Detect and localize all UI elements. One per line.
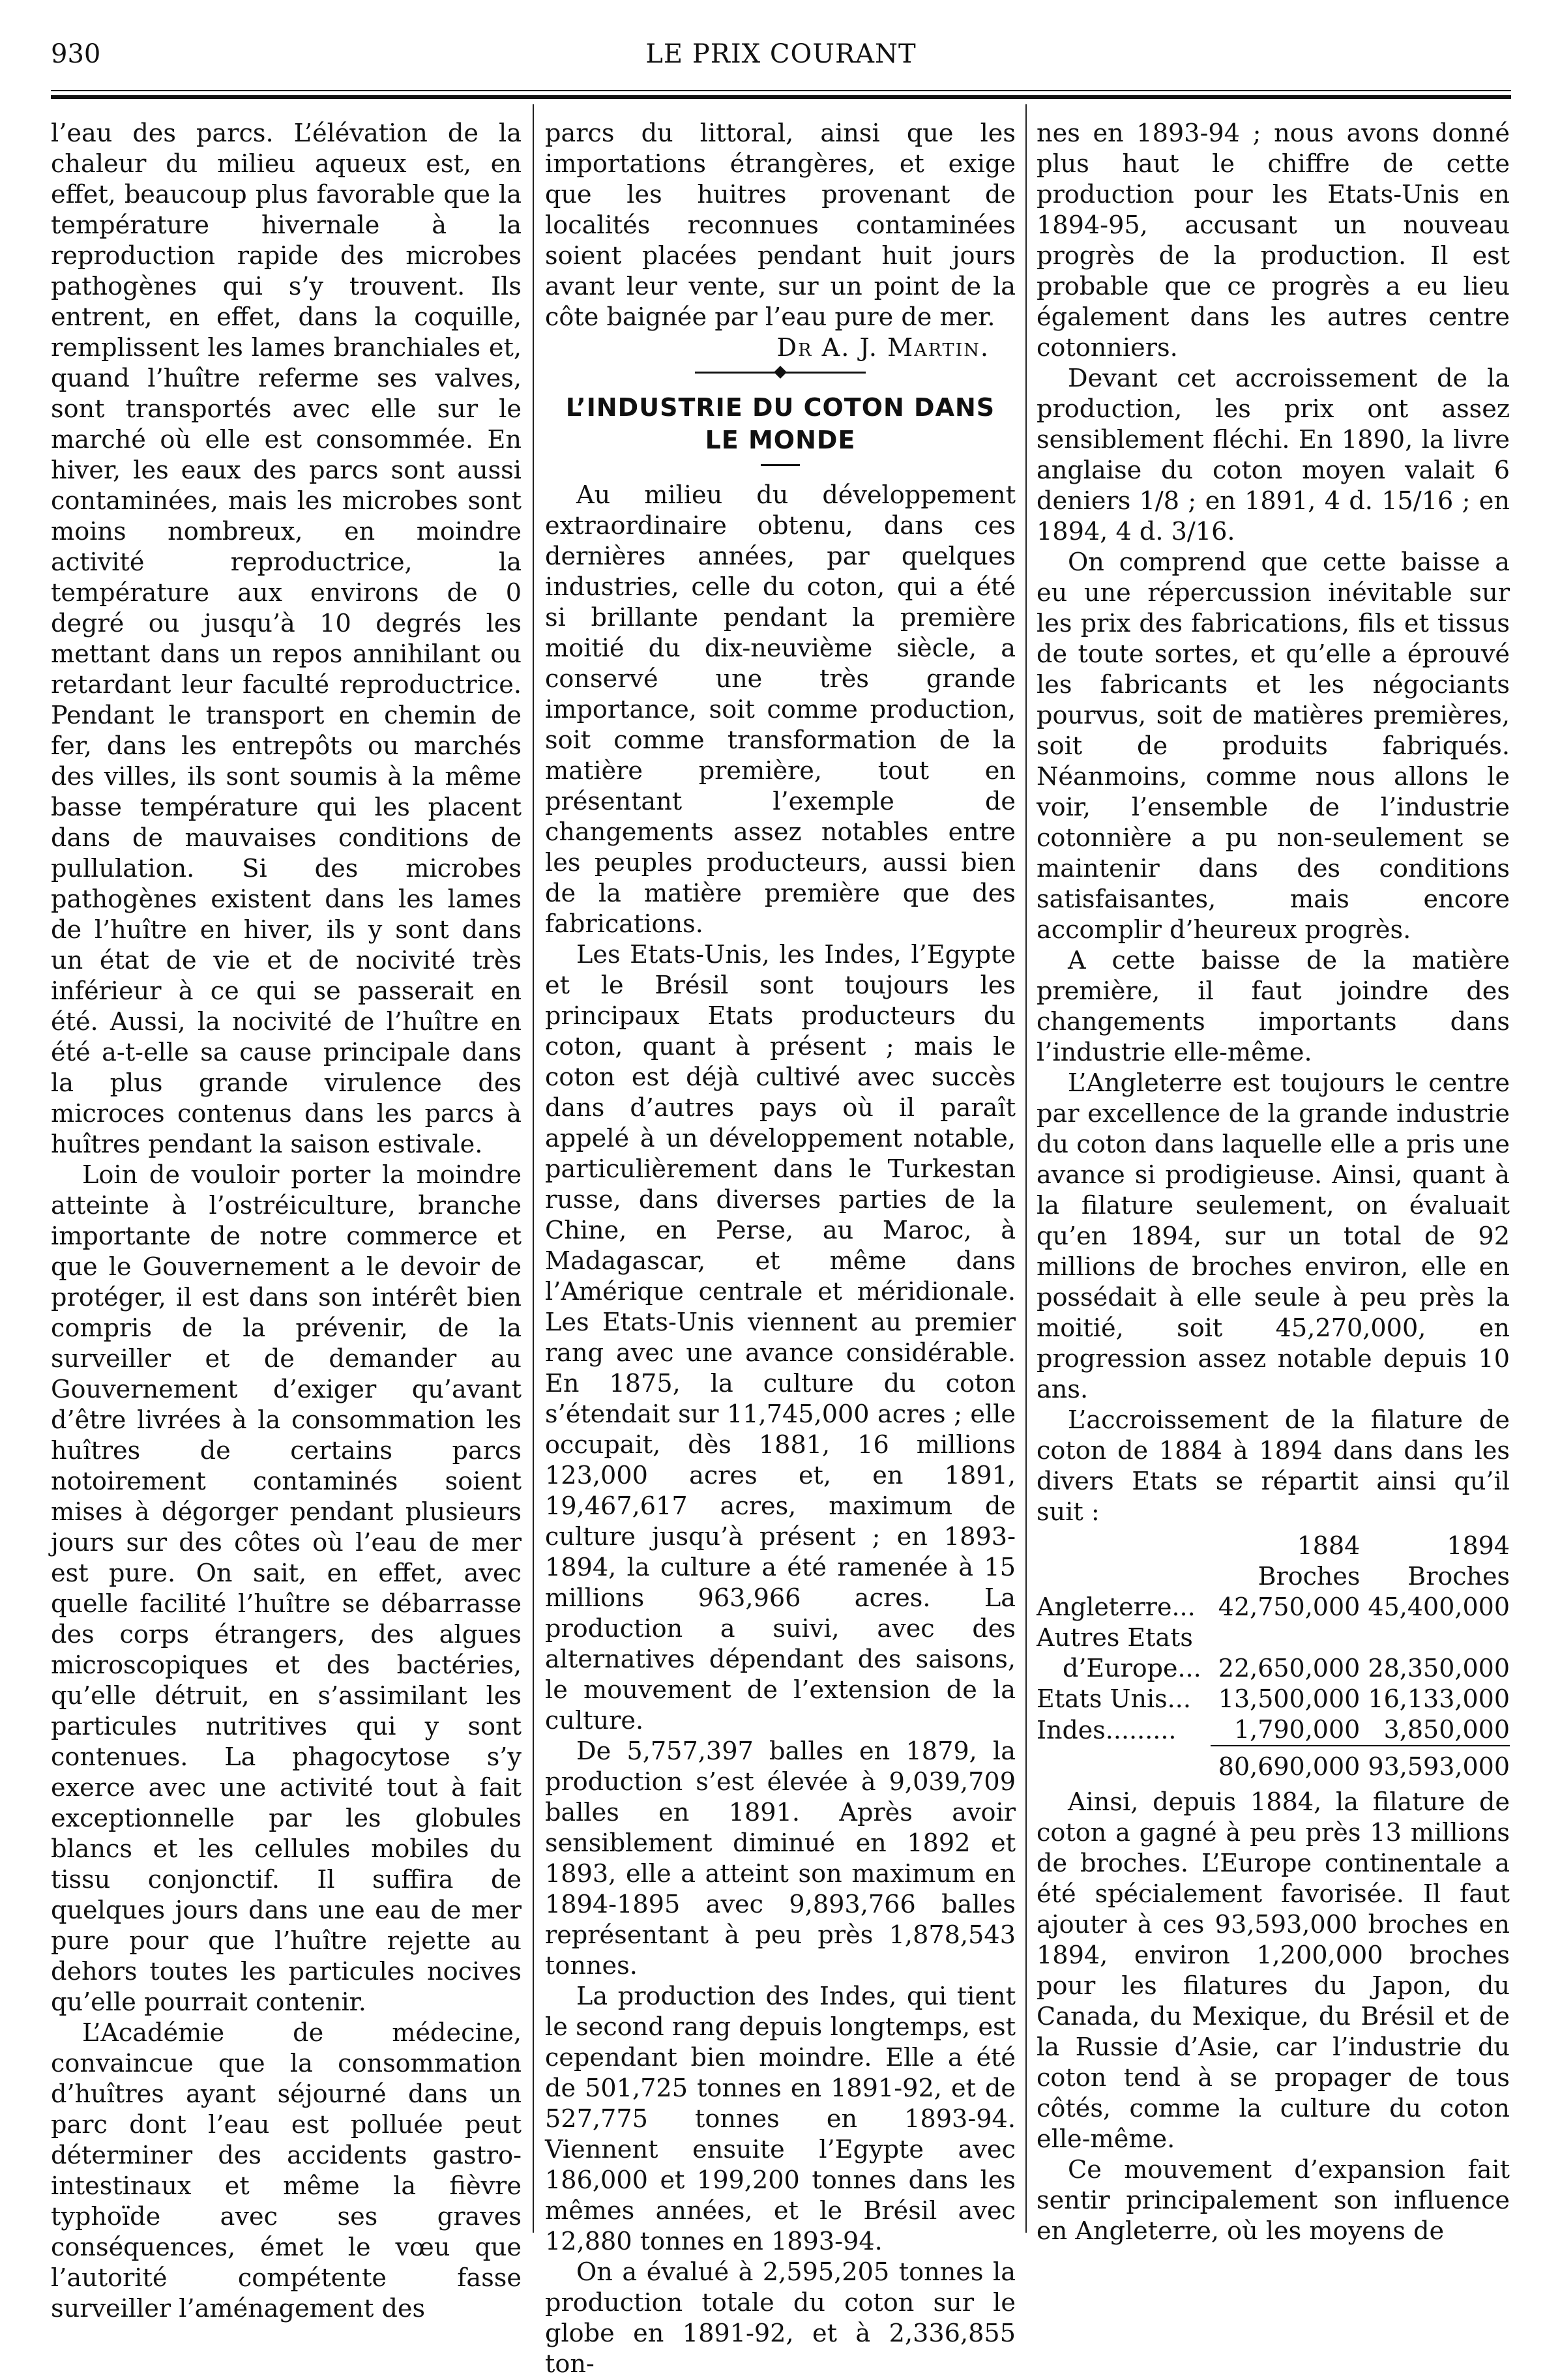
column-3 [1037,119,1510,2247]
paragraph: Les Etats-Unis, les Indes, l’Egypte et le Brésil sont toujours les principaux Etats producteurs du coton, quant à présent ; mais le coton est déjà cultivé avec succès dans d’autres pays où il paraît appelé à un développement notable, particulièrement dans le Turkestan russe, dans diverses parties de la Chine, en Perse, au Maroc, à Madagascar, et même dans l’Amérique centrale et méridionale. Les Etats-Unis viennent au premier rang avec une avance considérable. En 1875, la culture du coton s’étendait sur 11,745,000 acres ; elle occupait, dès 1881, 16 millions 123,000 acres et, en 1891, 19,467,617 acres, maximum de culture jusqu’à présent ; en 1893-1894, la culture a été ramenée à 15 millions 963,966 acres. La production a suivi, avec des alternatives dépendant des saisons, le mouvement de l’extension de la culture. [545,941,1016,1735]
table-row [1037,1592,1510,1623]
column-header-unit: Broches [1258,1562,1361,1591]
paragraph: Loin de vouloir porter la moindre atteinte à l’ostréiculture, branche importante de notre commerce et que le Gouvernement a le devoir de protéger, il est dans son intérêt bien compris de la prévenir, de la surveiller et de demander au Gouvernement d’exiger qu’avant d’être livrées à la consommation les huîtres de certains parcs notoirement contaminés soient mises à dégorger pendant plusieurs jours sur des côtes où l’eau de mer est pure. On sait, en effet, avec quelle facilité l’huître se débarrasse des corps étrangers, des algues microscopiques et des bactéries, qu’elle détruit, en s’assimilant les particules nutritives qui y sont contenues. La phagocytose s’y exerce avec une activité tout à fait exceptionnelle par les globules blancs et les cellules mobiles du tissu conjonctif. Il suffira de quelques jours dans une eau de mer pure pour que l’huître rejette au dehors toutes les particules nocives qu’elle pourrait contenir. [51,1161,522,2017]
paragraph: parcs du littoral, ainsi que les importations étrangères, et exige que les huitres provenant de localités reconnues contaminées soient placées pendant huit jours avant leur vente, sur un point de la côte baignée par l’eau pure de mer. [545,119,1016,332]
column-header-year: 1884 [1297,1531,1361,1560]
paragraph: L’Académie de médecine, convaincue que la consommation d’huîtres ayant séjourné dans un parc dont l’eau est polluée peut déterminer des accidents gastro-intestinaux et même la fièvre typhoïde avec ses graves conséquences, émet le vœu que l’autorité compétente fasse surveiller l’aménagement des [51,2019,522,2323]
total-cell: 80,690,000 [1211,1746,1361,1782]
column-1 [51,119,522,2325]
paragraph: On a évalué à 2,595,205 tonnes la production totale du coton sur le globe en 1891-92, et à 2,336,855 ton- [545,2258,1016,2379]
cell [1360,1623,1510,1653]
paragraph: De 5,757,397 balles en 1879, la production s’est élevée à 9,039,709 balles en 1891. Après avoir sensiblement diminué en 1892 et 1893, elle a atteint son maximum en 1894-1895 avec 9,893,766 balles représentant à peu près 1,878,543 tonnes. [545,1737,1016,1980]
cell: 28,350,000 [1368,1654,1510,1682]
article-title: L’INDUSTRIE DU COTON DANS LE MONDE [565,393,995,454]
title-rule [761,464,800,466]
paragraph: La production des Indes, qui tient le second rang depuis longtemps, est cependant bien moindre. Elle a été de 501,725 tonnes en 1891-92, et de 527,775 tonnes en 1893-94. Viennent ensuite l’Egypte avec 186,000 et 199,200 tonnes dans les mêmes années, et le Brésil avec 12,880 tonnes en 1893-94. [545,1982,1016,2256]
cell: 1,790,000 [1233,1715,1361,1744]
row-label: Angleterre... [1037,1593,1196,1621]
cell: 22,650,000 [1218,1654,1361,1682]
spindles-table [1037,1531,1510,1782]
author-signature: Dr A. J. Martin. [776,334,990,362]
section-divider [545,364,1016,381]
total-cell: 93,593,000 [1360,1746,1510,1782]
cell: 16,133,000 [1368,1684,1510,1713]
page-number: 930 [51,39,101,69]
row-label: Etats Unis... [1037,1684,1191,1713]
cell: 13,500,000 [1218,1684,1361,1713]
paragraph: Devant cet accroissement de la production, les prix ont assez sensiblement fléchi. En 1890, la livre anglaise du coton moyen valait 6 deniers 1/8 ; en 1891, 4 d. 15/16 ; en 1894, 4 d. 3/16. [1037,364,1510,546]
table-total-row [1037,1746,1510,1782]
table-header-row [1037,1561,1510,1592]
paragraph: Ainsi, depuis 1884, la filature de coton a gagné à peu près 13 millions de broches. L’Europe continentale a été spécialement favorisée. Il faut ajouter à ces 93,593,000 broches en 1894, environ 1,200,000 broches pour les filatures du Japon, du Canada, du Mexique, du Brésil et de la Russie d’Asie, car l’industrie du coton tend à se propager de tous côtés, comme la culture du coton elle-même. [1037,1788,1510,2154]
paragraph: A cette baisse de la matière première, il faut joindre des changements importants dans l’industrie elle-même. [1037,947,1510,1067]
divider-ornament [774,366,787,379]
cell [1211,1623,1361,1653]
row-label: Autres Etats [1037,1623,1193,1652]
cell: 45,400,000 [1368,1593,1510,1621]
column-divider-1 [533,104,534,2233]
table-row [1037,1684,1510,1714]
table-row [1037,1623,1510,1653]
cell: 42,750,000 [1218,1593,1361,1621]
table-header-row [1037,1531,1510,1561]
paragraph: Au milieu du développement extraordinaire obtenu, dans ces dernières années, par quelques industries, celle du coton, qui a été si brillante pendant la première moitié du dix-neuvième siècle, a conservé une très grande importance, soit comme production, soit comme transformation de la matière première, tout en présentant l’exemple de changements assez notables entre les peuples producteurs, aussi bien de la matière première que des fabrications. [545,481,1016,939]
column-divider-2 [1025,104,1027,2233]
page-header [51,39,1511,85]
table-row [1037,1653,1510,1684]
paragraph: l’eau des parcs. L’élévation de la chaleur du milieu aqueux est, en effet, beaucoup plus favorable que la température hivernale à la reproduction rapide des microbes pathogènes qui s’y trouvent. Ils entrent, en effet, dans la coquille, remplissent les lames branchiales et, quand l’huître referme ses valves, sont transportés avec elle sur le marché où elle est consommée. En hiver, les eaux des parcs sont aussi contaminées, mais les microbes sont moins nombreux, en moindre activité reproductrice, la température aux environs de 0 degré ou jusqu’à 10 degrés les mettant dans un repos annihilant ou retardant leur faculté reproductrice. Pendant le transport en chemin de fer, dans les entrepôts ou marchés des villes, ils sont soumis à la même basse température qui les placent dans de mauvaises conditions de pullulation. Si des microbes pathogènes existent dans les lames de l’huître en hiver, ils y sont dans un état de vie et de nocivité très inférieur à ce qui se passerait en été. Aussi, la nocivité de l’huître en été a-t-elle sa cause principale dans la plus grande virulence des microces contenus dans les parcs à huîtres pendant la saison estivale. [51,119,522,1159]
row-label: d’Europe... [1063,1654,1201,1682]
column-2 [545,119,1016,2380]
header-rule-thin [51,90,1511,91]
paragraph: Ce mouvement d’expansion fait sentir principalement son influence en Angleterre, où les moyens de [1037,2156,1510,2246]
paragraph: On comprend que cette baisse a eu une répercussion inévitable sur les prix des fabrications, fils et tissus de toute sortes, et qu’elle a éprouvé les fabricants et les négociants pourvus, soit de matières premières, soit de produits fabriqués. Néanmoins, comme nous allons le voir, l’ensemble de l’industrie cotonnière a pu non-seulement se maintenir dans des conditions satisfaisantes, mais encore accomplir d’heureux progrès. [1037,548,1510,945]
paragraph: nes en 1893-94 ; nous avons donné plus haut le chiffre de cette production pour les Etats-Unis en 1894-95, accusant un nouveau progrès de la production. Il est probable que ce progrès a eu lieu également dans les autres centre cotonniers. [1037,119,1510,362]
row-label: Indes......... [1037,1715,1177,1744]
column-header-unit: Broches [1407,1562,1510,1591]
cell: 3,850,000 [1383,1715,1510,1744]
paragraph: L’accroissement de la filature de coton de 1884 à 1894 dans dans les divers Etats se répartit ainsi qu’il suit : [1037,1406,1510,1527]
table-row [1037,1714,1510,1746]
header-rule-thick [51,95,1511,99]
paragraph: L’Angleterre est toujours le centre par excellence de la grande industrie du coton dans laquelle elle a pris une avance si prodigieuse. Ainsi, quant à la filature seulement, on évaluait qu’en 1894, sur un total de 92 millions de broches environ, elle en possédait à elle seule à peu près la moitié, soit 45,270,000, en progression assez notable depuis 10 ans. [1037,1069,1510,1404]
column-header-year: 1894 [1447,1531,1510,1560]
running-title: LE PRIX COURANT [645,39,917,69]
